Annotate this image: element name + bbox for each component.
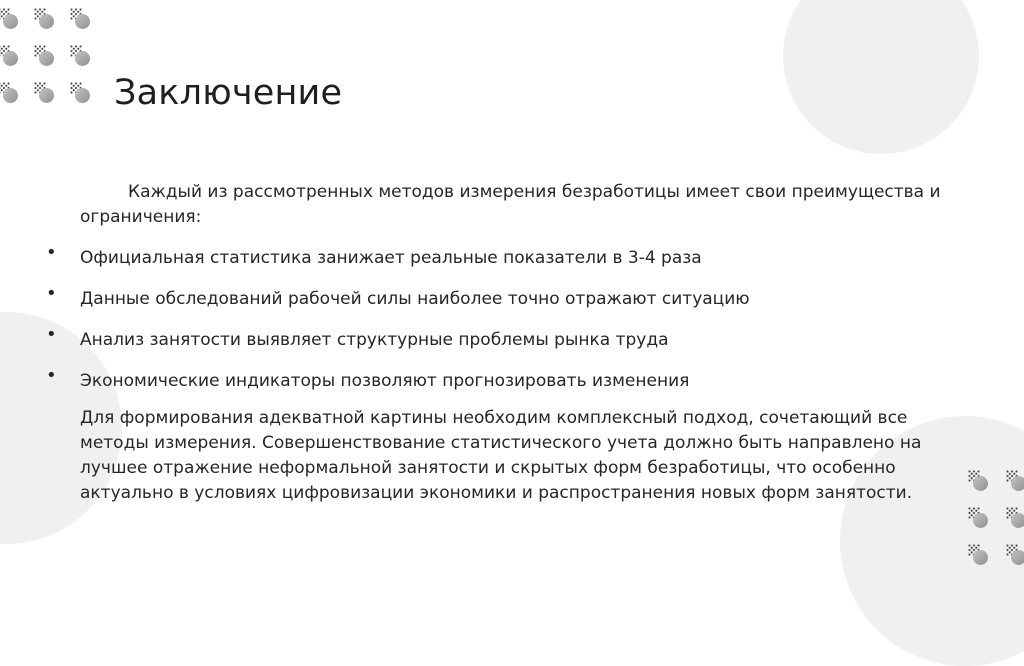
conclusion-paragraph: Для формирования адекватной картины необходим комплексный подход, сочетающий все методы измерения. Совершенствование статистического учета должно быть направлено на лучшее отражение неформальной занятости и скрытых форм безработицы, что особенно актуально в условиях цифровизации экономики и распространения новых форм занятости. [80,408,922,503]
bullet-icon: • [46,283,57,304]
bullet-icon: • [46,365,57,386]
bullet-item [46,283,960,312]
bullet-list [46,242,960,394]
slide-content [46,180,960,506]
decor-dot-pattern-icon [0,78,20,104]
decor-dot-pattern-icon [30,4,56,30]
decor-dot-pattern-icon [964,540,990,566]
decor-dot-pattern-icon [0,41,20,67]
bullet-text: Официальная статистика занижает реальные показатели в 3-4 раза [80,248,702,268]
bullet-text: Данные обследований рабочей силы наиболее точно отражают ситуацию [80,289,750,309]
decor-dot-pattern-icon [30,78,56,104]
bullet-item [46,242,960,271]
bullet-text: Экономические индикаторы позволяют прогнозировать изменения [80,371,690,391]
decor-dot-pattern-icon [0,4,20,30]
bullet-item [46,324,960,353]
decor-dot-pattern-icon [1002,540,1024,566]
decor-dot-pattern-icon [964,503,990,529]
decor-dot-pattern-icon [964,466,990,492]
decor-dot-pattern-icon [1002,466,1024,492]
decor-dot-pattern-icon [66,78,92,104]
decor-dot-pattern-icon [66,41,92,67]
slide-title: Заключение [114,73,343,113]
decor-dot-pattern-icon [30,41,56,67]
bullet-icon: • [46,324,57,345]
decor-circle-top-right [783,0,979,154]
intro-paragraph: Каждый из рассмотренных методов измерения безработицы имеет свои преимущества и ограничения: [80,182,941,227]
bullet-text: Анализ занятости выявляет структурные проблемы рынка труда [80,330,669,350]
decor-dot-pattern-icon [66,4,92,30]
bullet-icon: • [46,242,57,263]
decor-dot-pattern-icon [1002,503,1024,529]
bullet-item [46,365,960,394]
